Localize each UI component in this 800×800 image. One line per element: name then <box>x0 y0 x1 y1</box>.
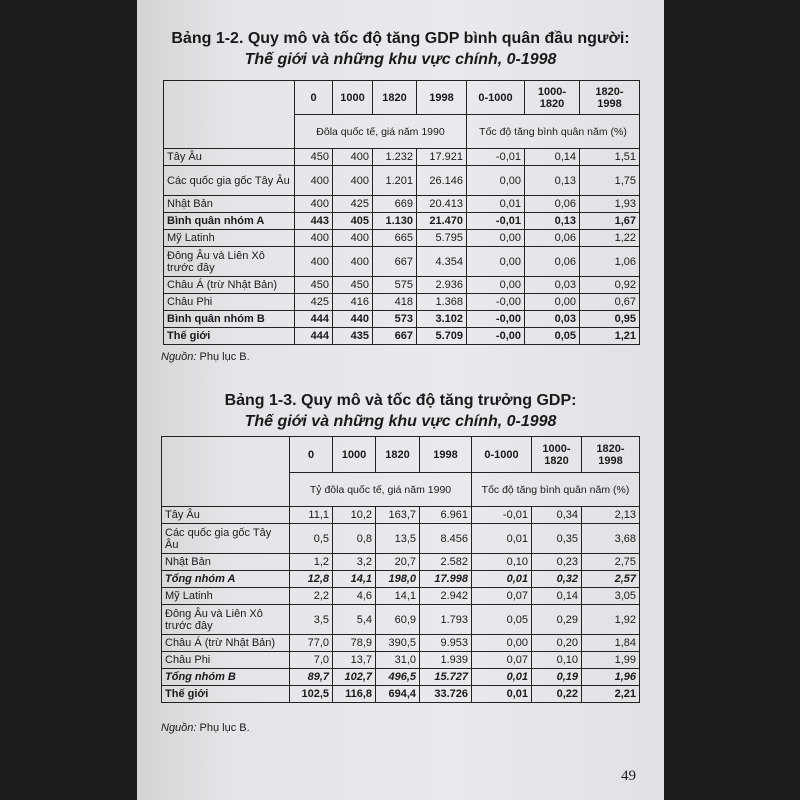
table1-row <box>164 277 640 294</box>
table2-cell: 3,2 <box>333 554 376 571</box>
table2-cell: 694,4 <box>376 686 420 703</box>
table1-cell: 1,67 <box>580 213 640 230</box>
table1-cell: 1.201 <box>373 166 417 196</box>
table2-cell: 102,5 <box>290 686 333 703</box>
table2-cell: 31,0 <box>376 652 420 669</box>
table2-row-label: Đông Âu và Liên Xô trước đây <box>162 605 290 635</box>
table2-cell: 77,0 <box>290 635 333 652</box>
table1-cell: 21.470 <box>417 213 467 230</box>
table1-title-line2: Thế giới và những khu vực chính, 0-1998 <box>244 51 557 68</box>
table1-row-label: Bình quân nhóm B <box>164 311 295 328</box>
table2-row <box>162 507 640 524</box>
table1-cell: 435 <box>333 328 373 345</box>
table1-row <box>164 311 640 328</box>
table1-cell: 400 <box>295 196 333 213</box>
table2-row <box>162 635 640 652</box>
table1-row <box>164 247 640 277</box>
table2-header: 1998 <box>420 437 472 473</box>
table2-source-label: Nguồn: <box>161 722 197 734</box>
table2-cell: 496,5 <box>376 669 420 686</box>
table1-title <box>137 28 664 70</box>
table1-cell: 1,21 <box>580 328 640 345</box>
table1-cell: 1,93 <box>580 196 640 213</box>
table2-row <box>162 524 640 554</box>
table1-cell: 0,13 <box>525 213 580 230</box>
table1-cell: 20.413 <box>417 196 467 213</box>
table1-corner-cell <box>164 81 295 149</box>
table2-cell: 14,1 <box>376 588 420 605</box>
table1-cell: 0,05 <box>525 328 580 345</box>
table2-cell: 0,32 <box>532 571 582 588</box>
table1-header: 1820- 1998 <box>580 81 640 115</box>
table2-cell: 0,07 <box>472 588 532 605</box>
table1-row-label: Châu Á (trừ Nhật Bản) <box>164 277 295 294</box>
table2-cell: 60,9 <box>376 605 420 635</box>
table2-cell: 0,22 <box>532 686 582 703</box>
table2-cell: 1.793 <box>420 605 472 635</box>
table2-cell: 390,5 <box>376 635 420 652</box>
table2-unit-left: Tỷ đôla quốc tế, giá năm 1990 <box>290 473 472 507</box>
table2-header: 1820 <box>376 437 420 473</box>
table1-cell: 418 <box>373 294 417 311</box>
table1-cell: 444 <box>295 311 333 328</box>
table1-cell: 0,06 <box>525 230 580 247</box>
book-page <box>137 0 664 800</box>
table2-cell: 0,01 <box>472 571 532 588</box>
table2-row-label: Các quốc gia gốc Tây Âu <box>162 524 290 554</box>
table1-unit-left: Đôla quốc tế, giá năm 1990 <box>295 115 467 149</box>
table2-header: 1000- 1820 <box>532 437 582 473</box>
table2-cell: 4,6 <box>333 588 376 605</box>
table2-cell: 12,8 <box>290 571 333 588</box>
table2-cell: 2,13 <box>582 507 640 524</box>
table1-cell: 405 <box>333 213 373 230</box>
table1-cell: -0,00 <box>467 328 525 345</box>
table2-cell: 20,7 <box>376 554 420 571</box>
table1-row-label: Các quốc gia gốc Tây Âu <box>164 166 295 196</box>
table2-cell: 1,84 <box>582 635 640 652</box>
table2-source-text: Phụ lục B. <box>199 722 250 734</box>
table1-row <box>164 230 640 247</box>
table1-cell: 400 <box>333 149 373 166</box>
table2 <box>161 436 640 703</box>
table2-row-label: Tổng nhóm A <box>162 571 290 588</box>
table2-cell: 0,23 <box>532 554 582 571</box>
table2-cell: 102,7 <box>333 669 376 686</box>
table1-cell: 416 <box>333 294 373 311</box>
table2-cell: 9.953 <box>420 635 472 652</box>
table2-row <box>162 669 640 686</box>
table2-cell: 3,5 <box>290 605 333 635</box>
table2-cell: 1,2 <box>290 554 333 571</box>
table1-cell: 0,03 <box>525 311 580 328</box>
table1-cell: 400 <box>333 166 373 196</box>
page-number: 49 <box>621 768 636 784</box>
table1-header: 1000 <box>333 81 373 115</box>
table1-unit-right: Tốc độ tăng bình quân năm (%) <box>467 115 640 149</box>
table2-cell: 0,35 <box>532 524 582 554</box>
table2-title-line2: Thế giới và những khu vực chính, 0-1998 <box>244 413 557 430</box>
table2-cell: 13,7 <box>333 652 376 669</box>
table2-cell: 116,8 <box>333 686 376 703</box>
table1-row-label: Mỹ Latinh <box>164 230 295 247</box>
table1-row-label: Châu Phi <box>164 294 295 311</box>
table1-cell: 665 <box>373 230 417 247</box>
table2-unit-right: Tốc độ tăng bình quân năm (%) <box>472 473 640 507</box>
table2-row-label: Nhật Bản <box>162 554 290 571</box>
table2-source <box>161 722 250 734</box>
table2-header-row <box>162 437 640 473</box>
table1-cell: 0,14 <box>525 149 580 166</box>
table1-cell: 1,06 <box>580 247 640 277</box>
table1-cell: 425 <box>333 196 373 213</box>
table1-cell: 667 <box>373 328 417 345</box>
table1-cell: 0,06 <box>525 196 580 213</box>
table1-cell: 400 <box>295 166 333 196</box>
table2-cell: 2,2 <box>290 588 333 605</box>
table2-cell: 0,19 <box>532 669 582 686</box>
table2-cell: 0,14 <box>532 588 582 605</box>
table1-cell: 1,22 <box>580 230 640 247</box>
table2-cell: 0,01 <box>472 524 532 554</box>
table2-cell: 0,34 <box>532 507 582 524</box>
table2-cell: 198,0 <box>376 571 420 588</box>
table2-cell: 5,4 <box>333 605 376 635</box>
table2-header: 0-1000 <box>472 437 532 473</box>
table1-cell: 5.795 <box>417 230 467 247</box>
table2-cell: 8.456 <box>420 524 472 554</box>
table2-cell: 11,1 <box>290 507 333 524</box>
table1-cell: 450 <box>295 277 333 294</box>
table2-cell: 3,68 <box>582 524 640 554</box>
table1-header-row <box>164 81 640 115</box>
table2-cell: 10,2 <box>333 507 376 524</box>
table1-cell: 1.232 <box>373 149 417 166</box>
table1-cell: 0,13 <box>525 166 580 196</box>
table1-cell: 2.936 <box>417 277 467 294</box>
table2-cell: 1,96 <box>582 669 640 686</box>
table1-cell: 400 <box>295 247 333 277</box>
table2-cell: 15.727 <box>420 669 472 686</box>
table1-cell: 425 <box>295 294 333 311</box>
table1-cell: 0,06 <box>525 247 580 277</box>
table2-cell: 2.582 <box>420 554 472 571</box>
table1-row-label: Đông Âu và Liên Xô trước đây <box>164 247 295 277</box>
table1-row <box>164 166 640 196</box>
table1-row <box>164 294 640 311</box>
table1-row <box>164 149 640 166</box>
table2-cell: 2,21 <box>582 686 640 703</box>
table1-cell: 0,00 <box>525 294 580 311</box>
table1-cell: 443 <box>295 213 333 230</box>
table2-row-label: Châu Phi <box>162 652 290 669</box>
table1-header: 0 <box>295 81 333 115</box>
table2-cell: 78,9 <box>333 635 376 652</box>
table1-cell: 0,95 <box>580 311 640 328</box>
table1-cell: 450 <box>333 277 373 294</box>
table1-cell: 0,92 <box>580 277 640 294</box>
table1-cell: 0,00 <box>467 277 525 294</box>
table1-cell: 1,51 <box>580 149 640 166</box>
table1-row <box>164 328 640 345</box>
table2-row <box>162 686 640 703</box>
table2-cell: 14,1 <box>333 571 376 588</box>
table1-cell: -0,00 <box>467 294 525 311</box>
table1-cell: 667 <box>373 247 417 277</box>
table1-cell: -0,01 <box>467 149 525 166</box>
table1-header: 1998 <box>417 81 467 115</box>
table2-cell: 0,8 <box>333 524 376 554</box>
table1-cell: 0,00 <box>467 247 525 277</box>
table1-source-text: Phụ lục B. <box>199 351 250 363</box>
table2-row-label: Tổng nhóm B <box>162 669 290 686</box>
table1-source <box>161 351 250 363</box>
table2-cell: 1,92 <box>582 605 640 635</box>
table1-cell: 0,67 <box>580 294 640 311</box>
table2-cell: 0,00 <box>472 635 532 652</box>
table2-header: 1820- 1998 <box>582 437 640 473</box>
table1-row-label: Tây Âu <box>164 149 295 166</box>
table1-cell: 5.709 <box>417 328 467 345</box>
table2-cell: 0,01 <box>472 686 532 703</box>
table2-cell: 33.726 <box>420 686 472 703</box>
table2-cell: 0,10 <box>472 554 532 571</box>
table1-cell: 669 <box>373 196 417 213</box>
table1-cell: 0,03 <box>525 277 580 294</box>
table1-cell: 400 <box>333 230 373 247</box>
table1 <box>163 80 640 345</box>
table2-cell: 0,07 <box>472 652 532 669</box>
table2-cell: 0,10 <box>532 652 582 669</box>
table2-row <box>162 652 640 669</box>
table1-cell: 575 <box>373 277 417 294</box>
table1-cell: 1,75 <box>580 166 640 196</box>
table2-cell: 0,29 <box>532 605 582 635</box>
table1-title-line1: Bảng 1-2. Quy mô và tốc độ tăng GDP bình quân đầu người: <box>171 30 630 47</box>
table2-row-label: Mỹ Latinh <box>162 588 290 605</box>
table2-cell: 13,5 <box>376 524 420 554</box>
table2-cell: -0,01 <box>472 507 532 524</box>
table1-row <box>164 196 640 213</box>
table1-row <box>164 213 640 230</box>
table1-cell: 4.354 <box>417 247 467 277</box>
table2-cell: 2,75 <box>582 554 640 571</box>
table2-title-line1: Bảng 1-3. Quy mô và tốc độ tăng trưởng GDP: <box>224 392 577 409</box>
table2-row <box>162 571 640 588</box>
table1-cell: 573 <box>373 311 417 328</box>
table2-row-label: Châu Á (trừ Nhật Bản) <box>162 635 290 652</box>
table2-header: 0 <box>290 437 333 473</box>
table2-row-label: Tây Âu <box>162 507 290 524</box>
table1-header: 1000- 1820 <box>525 81 580 115</box>
table1-cell: 1.130 <box>373 213 417 230</box>
table1-cell: 0,01 <box>467 196 525 213</box>
table1-cell: 26.146 <box>417 166 467 196</box>
table2-row-label: Thế giới <box>162 686 290 703</box>
table1-cell: 400 <box>295 230 333 247</box>
table2-cell: 0,01 <box>472 669 532 686</box>
table1-cell: 450 <box>295 149 333 166</box>
table1-cell: 0,00 <box>467 166 525 196</box>
table2-row <box>162 588 640 605</box>
table2-cell: 7,0 <box>290 652 333 669</box>
table2-cell: 0,5 <box>290 524 333 554</box>
table1-cell: -0,00 <box>467 311 525 328</box>
table2-cell: 1,99 <box>582 652 640 669</box>
table2-cell: 89,7 <box>290 669 333 686</box>
table2-cell: 2,57 <box>582 571 640 588</box>
table1-source-label: Nguồn: <box>161 351 197 363</box>
table2-cell: 6.961 <box>420 507 472 524</box>
table2-cell: 2.942 <box>420 588 472 605</box>
table1-cell: 0,00 <box>467 230 525 247</box>
table2-title <box>137 390 664 432</box>
table2-cell: 163,7 <box>376 507 420 524</box>
table2-header: 1000 <box>333 437 376 473</box>
table1-header: 1820 <box>373 81 417 115</box>
table1-cell: 400 <box>333 247 373 277</box>
table2-cell: 3,05 <box>582 588 640 605</box>
table2-cell: 1.939 <box>420 652 472 669</box>
table2-cell: 0,20 <box>532 635 582 652</box>
table2-cell: 0,05 <box>472 605 532 635</box>
table1-cell: 1.368 <box>417 294 467 311</box>
table1-cell: 440 <box>333 311 373 328</box>
table1-row-label: Bình quân nhóm A <box>164 213 295 230</box>
table1-row-label: Nhật Bản <box>164 196 295 213</box>
table2-row <box>162 605 640 635</box>
table1-cell: 3.102 <box>417 311 467 328</box>
table1-header: 0-1000 <box>467 81 525 115</box>
table1-cell: 444 <box>295 328 333 345</box>
table1-row-label: Thế giới <box>164 328 295 345</box>
table2-row <box>162 554 640 571</box>
table2-cell: 17.998 <box>420 571 472 588</box>
table2-corner-cell <box>162 437 290 507</box>
table1-cell: 17.921 <box>417 149 467 166</box>
table1-cell: -0,01 <box>467 213 525 230</box>
